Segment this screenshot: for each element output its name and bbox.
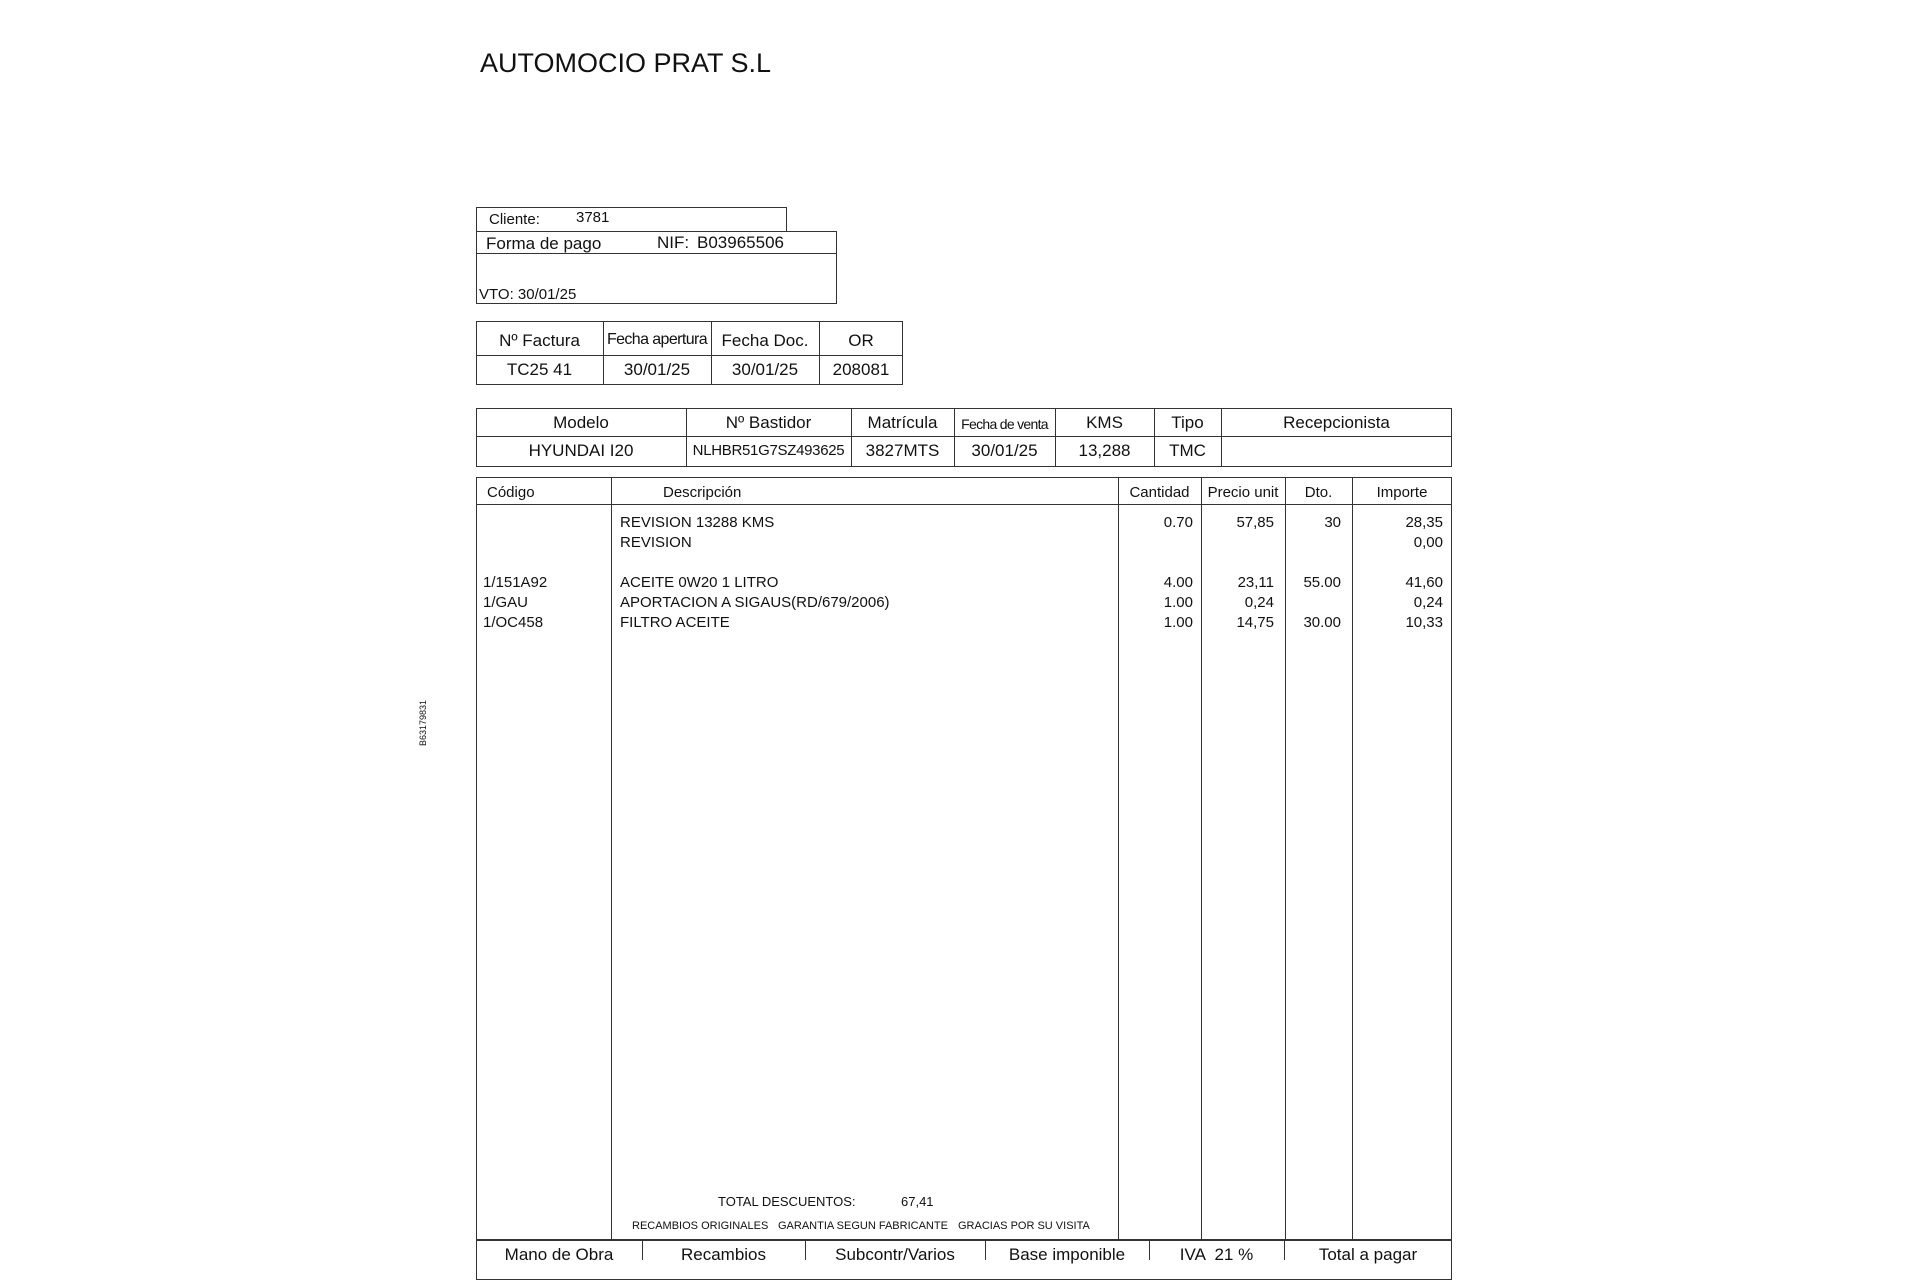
footer-note: GARANTIA SEGUN FABRICANTE [778, 1220, 948, 1232]
cliente-label: Cliente: [489, 211, 540, 228]
fecha-apertura-value: 30/01/25 [623, 360, 691, 379]
line-descripcion: FILTRO ACEITE [620, 614, 730, 631]
nif-value: B03965506 [697, 233, 784, 252]
line-precio: 57,85 [1236, 514, 1274, 531]
col-n-factura: Nº Factura [499, 331, 580, 350]
line-importe: 28,35 [1405, 514, 1443, 531]
col-dto: Dto. [1304, 484, 1333, 501]
col-descripcion: Descripción [663, 484, 742, 501]
matricula-value: 3827MTS [865, 441, 940, 460]
col-tipo: Tipo [1171, 413, 1204, 432]
col-matricula: Matrícula [867, 413, 938, 432]
forma-pago-label: Forma de pago [486, 234, 602, 253]
lines-table [476, 477, 1452, 1240]
col-kms: KMS [1086, 413, 1123, 432]
col-subcontr-varios: Subcontr/Varios [835, 1245, 955, 1264]
col-modelo: Modelo [553, 413, 609, 432]
col-or: OR [848, 331, 874, 350]
line-dto: 30 [1324, 514, 1341, 531]
col-importe: Importe [1376, 484, 1428, 501]
n-factura-value: TC25 41 [506, 360, 573, 379]
col-fecha-doc: Fecha Doc. [721, 331, 809, 350]
col-total-pagar: Total a pagar [1318, 1245, 1418, 1264]
line-codigo: 1/OC458 [483, 614, 544, 631]
line-cantidad: 1.00 [1163, 594, 1193, 611]
line-precio: 23,11 [1237, 574, 1274, 591]
fecha-venta-value: 30/01/25 [971, 441, 1038, 460]
vto-date: VTO: 30/01/25 [479, 286, 577, 303]
line-importe: 0,24 [1413, 594, 1443, 611]
line-cantidad: 4.00 [1163, 574, 1193, 591]
col-precio-unit: Precio unit [1207, 484, 1279, 501]
fecha-doc-value: 30/01/25 [731, 360, 799, 379]
col-fecha-venta: Fecha de venta [961, 416, 1048, 432]
line-descripcion: REVISION 13288 KMS [620, 514, 775, 531]
col-iva: IVA 21 % [1179, 1245, 1254, 1264]
line-descripcion: REVISION [620, 534, 692, 551]
line-codigo: 1/151A92 [483, 574, 548, 591]
line-importe: 10,33 [1405, 614, 1443, 631]
col-recepcionista: Recepcionista [1283, 413, 1390, 432]
col-fecha-apertura: Fecha apertura [606, 331, 708, 348]
line-dto: 30.00 [1303, 614, 1341, 631]
line-precio: 14,75 [1236, 614, 1274, 631]
side-code: B63179831 [418, 699, 428, 746]
line-precio: 0,24 [1244, 594, 1274, 611]
col-bastidor: Nº Bastidor [725, 413, 812, 432]
modelo-value: HYUNDAI I20 [528, 441, 634, 460]
col-mano-obra: Mano de Obra [504, 1245, 614, 1264]
line-importe: 41,60 [1405, 574, 1443, 591]
line-descripcion: ACEITE 0W20 1 LITRO [620, 574, 779, 591]
or-value: 208081 [832, 360, 890, 379]
line-cantidad: 0.70 [1163, 514, 1193, 531]
line-codigo: 1/GAU [483, 594, 529, 611]
nif-label: NIF: [657, 233, 690, 252]
tipo-value: TMC [1169, 441, 1206, 460]
footer-note: RECAMBIOS ORIGINALES [632, 1220, 769, 1232]
total-descuentos-value: 67,41 [901, 1194, 934, 1209]
col-recambios: Recambios [680, 1245, 767, 1264]
company-name: AUTOMOCIO PRAT S.L [480, 48, 772, 78]
cliente-value: 3781 [576, 209, 610, 226]
col-codigo: Código [487, 484, 535, 501]
kms-value: 13,288 [1078, 441, 1131, 460]
footer-note: GRACIAS POR SU VISITA [958, 1220, 1090, 1232]
total-descuentos-label: TOTAL DESCUENTOS: [718, 1194, 856, 1209]
bastidor-value: NLHBR51G7SZ493625 [692, 442, 845, 459]
line-dto: 55.00 [1303, 574, 1341, 591]
line-cantidad: 1.00 [1163, 614, 1193, 631]
col-cantidad: Cantidad [1129, 484, 1190, 501]
col-base-imponible: Base imponible [1008, 1245, 1126, 1264]
line-importe: 0,00 [1413, 534, 1443, 551]
line-descripcion: APORTACION A SIGAUS(RD/679/2006) [620, 594, 890, 611]
